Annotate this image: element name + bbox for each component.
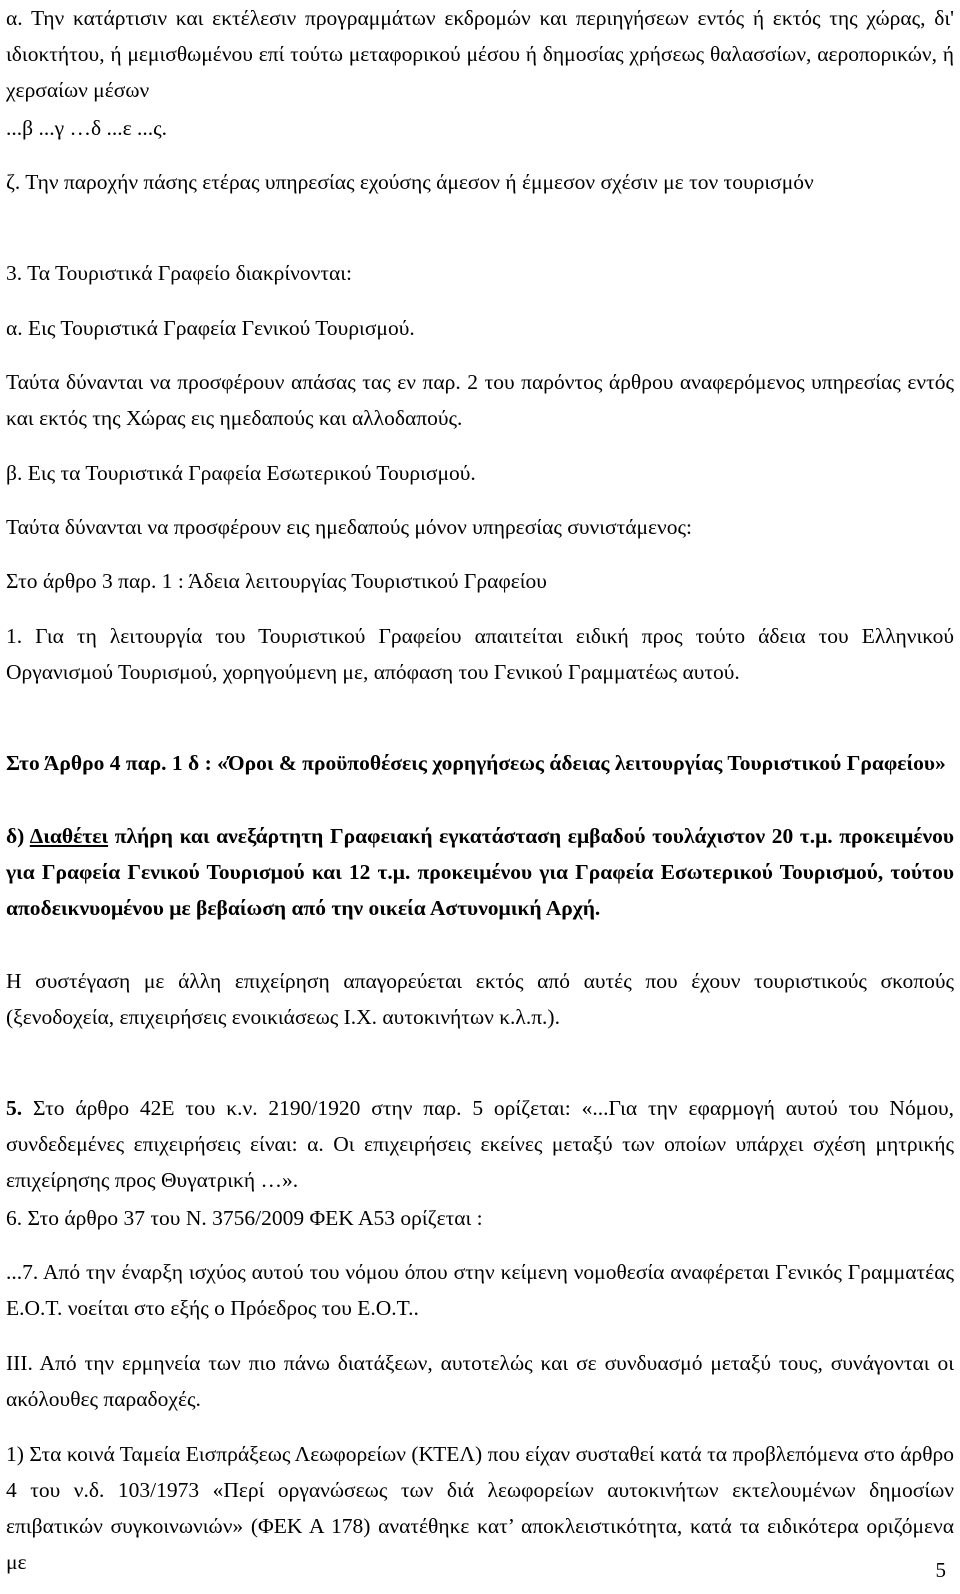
- paragraph-article-4-heading: Στο Άρθρο 4 παρ. 1 δ : «Όροι & προϋποθέσεις χορηγήσεως άδειας λειτουργίας Τουριστικού Γραφείου»: [6, 751, 946, 775]
- paragraph-III-interpretation: ΙΙΙ. Από την ερμηνεία των πιο πάνω διατάξεων, αυτοτελώς και σε συνδυασμό μεταξύ τους, συνάγονται οι ακόλουθες παραδοχές.: [6, 1351, 954, 1411]
- page-number: 5: [935, 1558, 946, 1582]
- paragraph-1-license: 1. Για τη λειτουργία του Τουριστικού Γραφείου απαιτείται ειδική προς τούτο άδεια του Ελληνικού Οργανισμού Τουρισμού, χορηγούμενη με, απόφαση του Γενικού Γραμματέως αυτού.: [6, 624, 954, 684]
- paragraph-5-affiliated: [6, 1090, 954, 1198]
- paragraph-3b-description: Ταύτα δύνανται να προσφέρουν εις ημεδαπούς μόνον υπηρεσίας συνιστάμενος:: [6, 515, 692, 539]
- paragraph-3a-general-tourism: α. Εις Τουριστικά Γραφεία Γενικού Τουρισμού.: [6, 316, 415, 340]
- paragraph-colocation: Η συστέγαση με άλλη επιχείρηση απαγορεύεται εκτός από αυτές που έχουν τουριστικούς σκοπούς (ξενοδοχεία, επιχειρήσεις ενοικιάσεως Ι.Χ. αυτοκινήτων κ.λ.π.).: [6, 969, 954, 1029]
- delta-underlined-word: Διαθέτει: [29, 824, 109, 848]
- delta-prefix: δ): [6, 824, 30, 848]
- paragraph-zeta-services: ζ. Την παροχήν πάσης ετέρας υπηρεσίας εχούσης άμεσον ή έμμεσον σχέσιν με τον τουρισμόν: [6, 170, 814, 194]
- paragraph-5-number: 5.: [6, 1096, 23, 1120]
- paragraph-3-categories: 3. Τα Τουριστικά Γραφείο διακρίνονται:: [6, 261, 353, 285]
- paragraph-5-text: Στο άρθρο 42Ε του κ.ν. 2190/1920 στην παρ. 5 ορίζεται: «...Για την εφαρμογή αυτού του Νόμου, συνδεδεμένες επιχειρήσεις είναι: α. Οι επιχειρήσεις εκείνες μεταξύ των οποίων υπάρχει σχέση μητρικής επιχείρησης προς Θυγατρική …».: [6, 1096, 954, 1192]
- paragraph-list-ellipsis: ...β ...γ …δ ...ε ...ς.: [6, 116, 167, 140]
- paragraph-3b-domestic-tourism: β. Εις τα Τουριστικά Γραφεία Εσωτερικού Τουρισμού.: [6, 461, 476, 485]
- paragraph-ktel: 1) Στα κοινά Ταμεία Εισπράξεως Λεωφορείων (ΚΤΕΛ) που είχαν συσταθεί κατά τα προβλεπόμενα στο άρθρο 4 του ν.δ. 103/1973 «Περί οργανώσεως των διά λεωφορείων αυτοκινήτων εκτελουμένων δημοσίων επιβατικών συγκοινωνιών» (ΦΕΚ Α 178) ανατέθηκε κατ’ αποκλειστικότητα, κατά τα ειδικότερα οριζόμενα με: [6, 1442, 954, 1574]
- paragraph-3a-description: Ταύτα δύνανται να προσφέρουν απάσας τας εν παρ. 2 του παρόντος άρθρου αναφερόμενος υπηρεσίας εντός και εκτός της Χώρας εις ημεδαπούς και αλλοδαπούς.: [6, 370, 954, 430]
- paragraph-7-secretary: ...7. Από την έναρξη ισχύος αυτού του νόμου όπου στην κείμενη νομοθεσία αναφέρεται Γενικός Γραμματέας Ε.Ο.Τ. νοείται στο εξής ο Πρόεδρος του Ε.Ο.Τ..: [6, 1260, 954, 1320]
- paragraph-6-article-37: 6. Στο άρθρο 37 του Ν. 3756/2009 ΦΕΚ Α53 ορίζεται :: [6, 1206, 483, 1230]
- paragraph-article-3: Στο άρθρο 3 παρ. 1 : Άδεια λειτουργίας Τουριστικού Γραφείου: [6, 569, 547, 593]
- paragraph-delta-office: [6, 818, 954, 926]
- delta-rest: πλήρη και ανεξάρτητη Γραφειακή εγκατάσταση εμβαδού τουλάχιστον 20 τ.μ. προκειμένου για Γραφεία Γενικού Τουρισμού και 12 τ.μ. προκειμένου για Γραφεία Εσωτερικού Τουρισμού, τούτου αποδεικνυομένου με βεβαίωση από την οικεία Αστυνομική Αρχή.: [6, 824, 954, 920]
- paragraph-alpha-excursions: α. Την κατάρτισιν και εκτέλεσιν προγραμμάτων εκδρομών και περιηγήσεων εντός ή εκτός της χώρας, δι' ιδιοκτήτου, ή μεμισθωμένου επί τούτω μεταφορικού μέσου ή δημοσίας χρήσεως θαλασσίων, αεροπορικών, ή χερσαίων μέσων: [6, 6, 954, 102]
